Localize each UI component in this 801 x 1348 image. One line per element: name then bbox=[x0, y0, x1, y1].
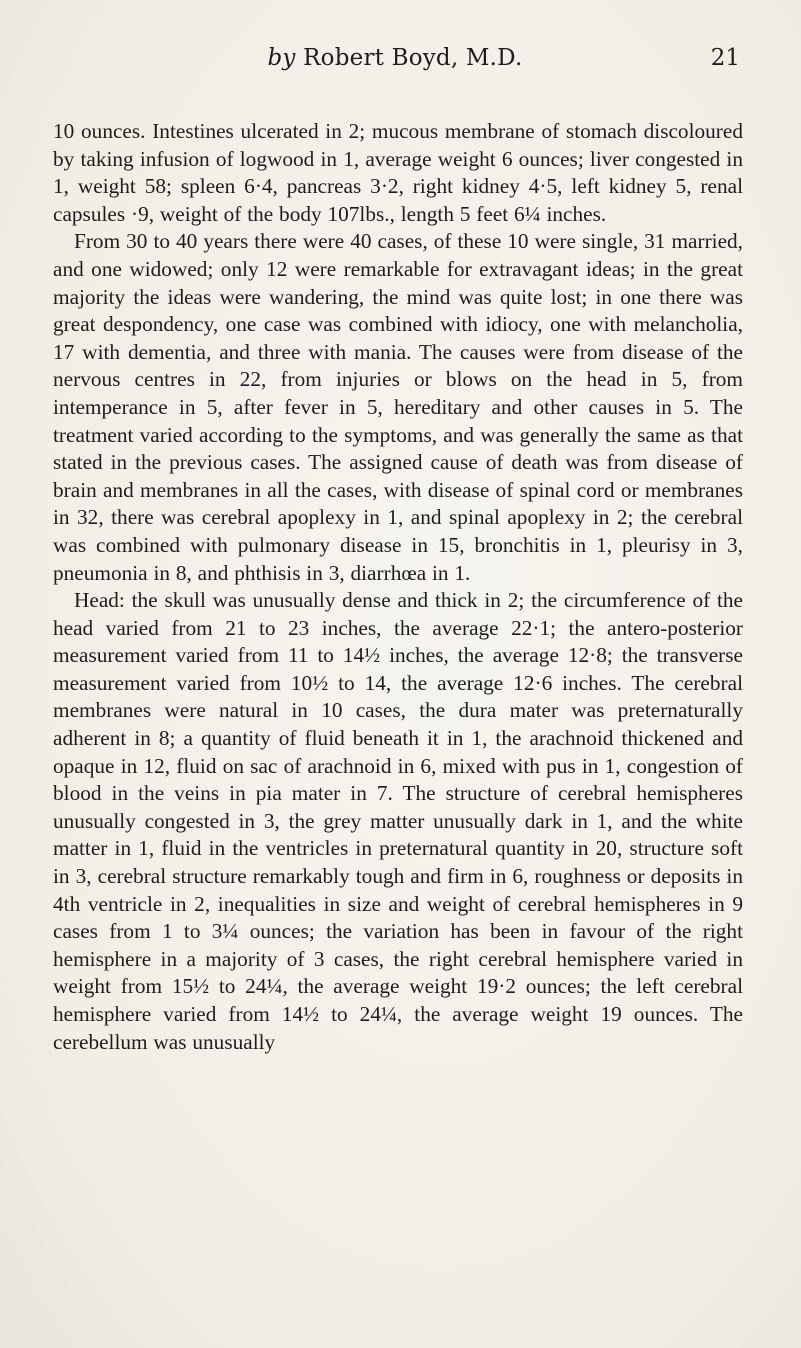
running-head bbox=[50, 45, 740, 89]
paragraph-3: Head: the skull was unusually dense and thick in 2; the circumference of the head varied from 21 to 23 inches, the average 22·1; the antero-posterior measurement varied from 11 to 14½ inches, the average 12·8; the transverse measurement varied from 10½ to 14, the average 12·6 inches. The cerebral membranes were natural in 10 cases, the dura mater was preternaturally adherent in 8; a quantity of fluid beneath it in 1, the arachnoid thickened and opaque in 12, fluid on sac of arachnoid in 6, mixed with pus in 1, congestion of blood in the veins in pia mater in 7. The structure of cerebral hemispheres unusually congested in 3, the grey matter unusually dark in 1, and the white matter in 1, fluid in the ventricles in preternatural quantity in 20, structure soft in 3, cerebral structure remarkably tough and firm in 6, roughness or deposits in 4th ventricle in 2, inequalities in size and weight of cerebral hemispheres in 9 cases from 1 to 3¼ ounces; the variation has been in favour of the right hemisphere in a majority of 3 cases, the right cerebral hemisphere varied in weight from 15½ to 24¼, the average weight 19·2 ounces; the left cerebral hemisphere varied from 14½ to 24¼, the average weight 19 ounces. The cerebellum was unusually bbox=[53, 588, 743, 1054]
paragraph-2: From 30 to 40 years there were 40 cases, of these 10 were single, 31 married, and one widowed; only 12 were remarkable for extravagant ideas; in the great majority the ideas were wandering, the mind was quite lost; in one there was great despondency, one case was combined with idiocy, one with melancholia, 17 with dementia, and three with mania. The causes were from disease of the nervous centres in 22, from injuries or blows on the head in 5, from intemperance in 5, after fever in 5, hereditary and other causes in 5. The treatment varied according to the symptoms, and was generally the same as that stated in the previous cases. The assigned cause of death was from disease of brain and membranes in all the cases, with disease of spinal cord or membranes in 32, there was cerebral apoplexy in 1, and spinal apoplexy in 2; the cerebral was combined with pulmonary disease in 15, bronchitis in 1, pleurisy in 3, pneumonia in 8, and phthisis in 3, diarrhœa in 1. bbox=[53, 229, 743, 585]
paragraph-1: 10 ounces. Intestines ulcerated in 2; mucous membrane of stomach discoloured by taking infusion of logwood in 1, average weight 6 ounces; liver congested in 1, weight 58; spleen 6·4, pancreas 3·2, right kidney 4·5, left kidney 5, renal capsules ·9, weight of the body 107lbs., length 5 feet 6¼ inches. bbox=[53, 119, 743, 226]
running-title bbox=[50, 45, 740, 71]
running-title-by: by bbox=[267, 45, 296, 71]
body-text bbox=[53, 118, 743, 1056]
page-number: 21 bbox=[710, 45, 740, 71]
running-title-author: Robert Boyd, M.D. bbox=[303, 45, 523, 71]
